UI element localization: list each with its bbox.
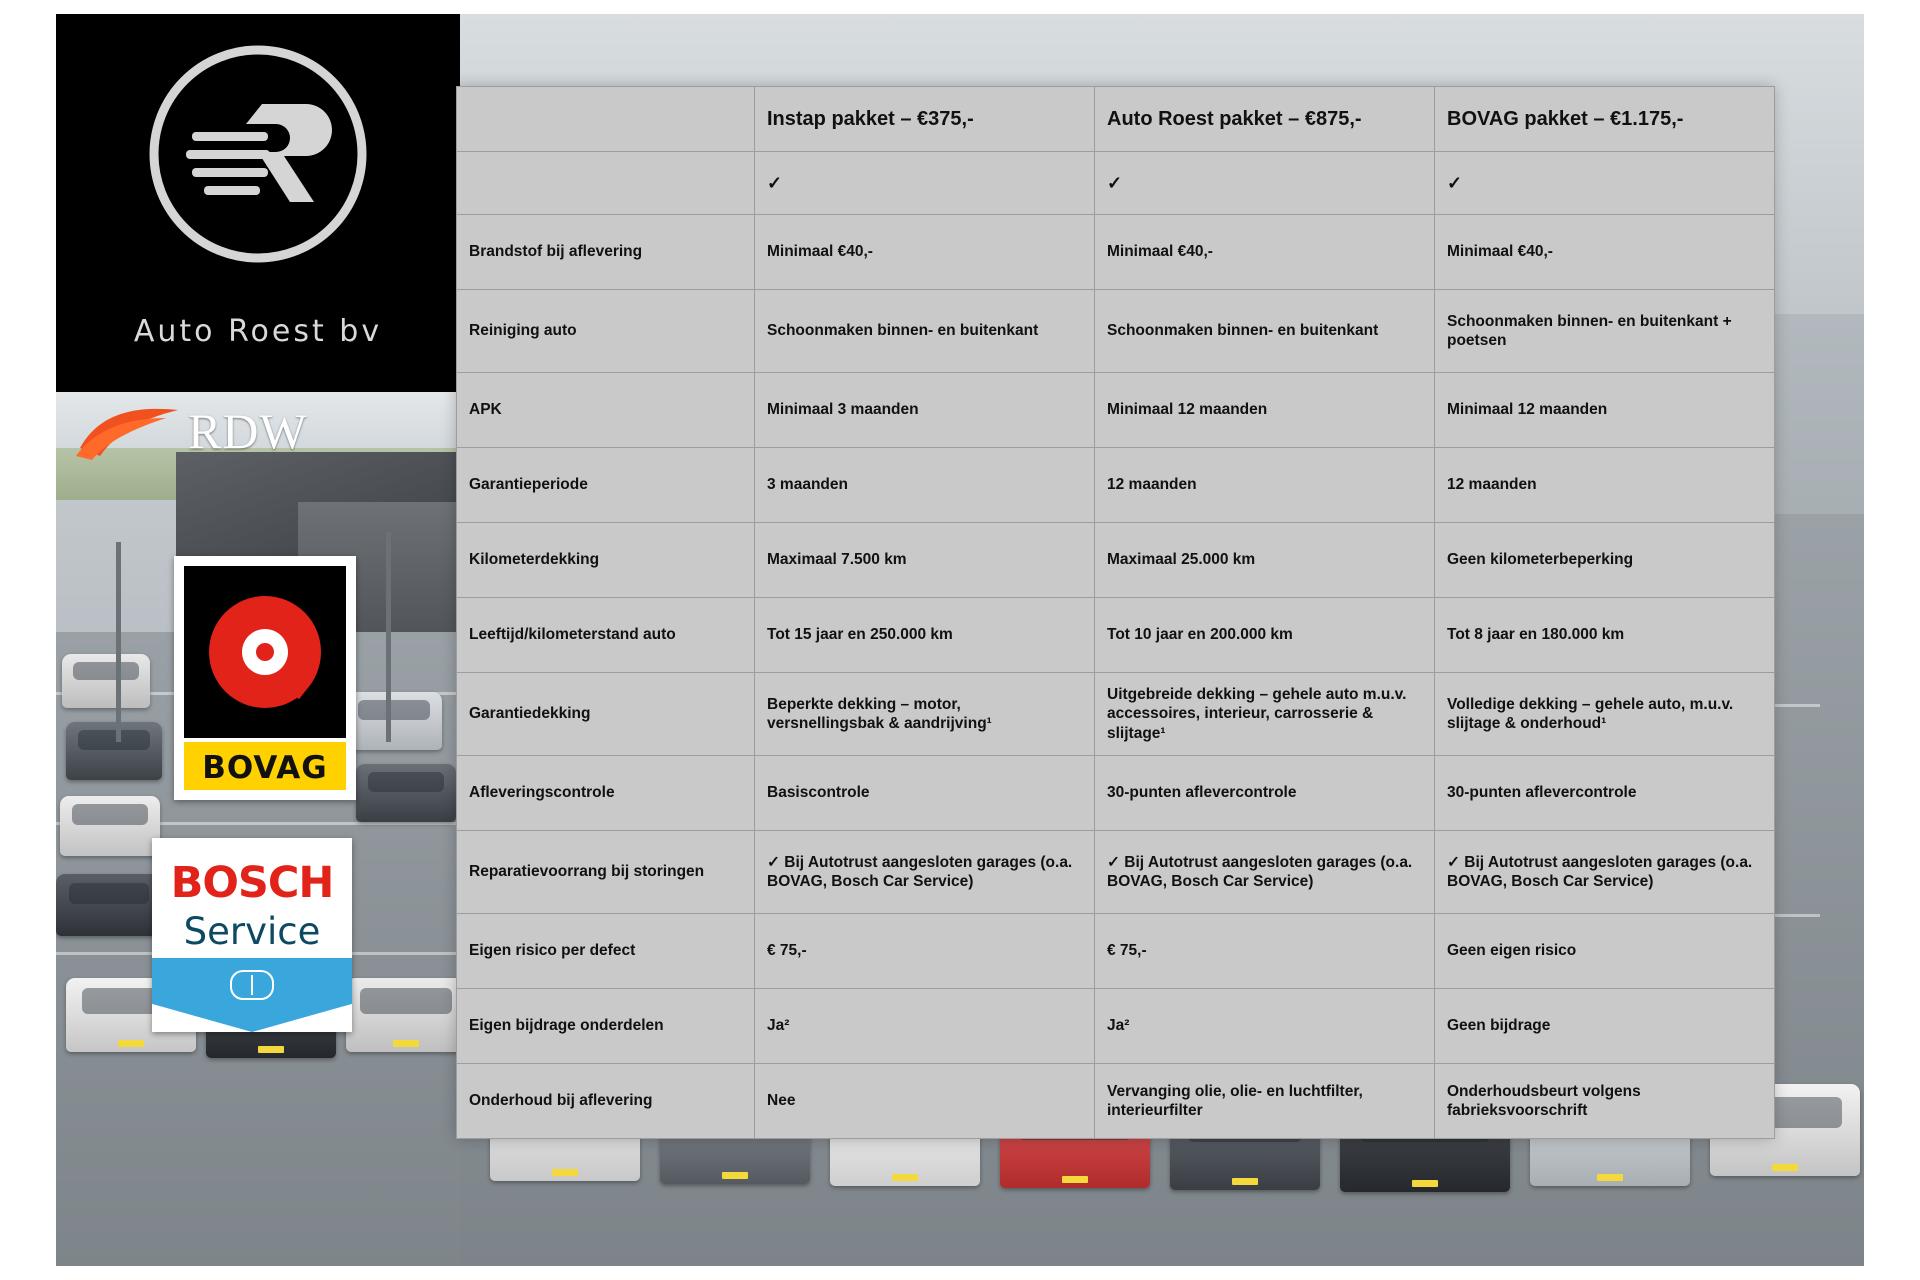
badge-bosch-car-service [152,838,352,1032]
cell-instap: Maximaal 7.500 km [755,523,1095,598]
bovag-emblem [184,566,346,738]
cell-bovag: Volledige dekking – gehele auto, m.u.v. slijtage & onderhoud¹ [1435,673,1775,756]
cell-instap: Nee [755,1064,1095,1139]
rdw-logo-icon [74,404,184,462]
column-header-feature [457,87,755,152]
cell-instap: 3 maanden [755,448,1095,523]
table-row [457,373,1775,448]
bovag-band [184,742,346,790]
artboard [56,14,1864,1266]
row-label: APK [457,373,755,448]
badge-bovag [174,556,356,800]
table-row [457,1064,1775,1139]
cell-bovag: 12 maanden [1435,448,1775,523]
table-row [457,673,1775,756]
bosch-label: BOSCH [170,858,334,908]
badge-rdw [66,398,366,468]
parked-car [60,796,160,856]
table-row [457,756,1775,831]
cell-auto-roest: 30-punten aflevercontrole [1095,756,1435,831]
row-label: Onderhoud bij aflevering [457,1064,755,1139]
cell-auto-roest: Minimaal 12 maanden [1095,373,1435,448]
license-plate [1412,1180,1438,1187]
parked-car [356,764,456,822]
table-row [457,914,1775,989]
cell-auto-roest: Ja² [1095,989,1435,1064]
license-plate [258,1046,284,1053]
cell-auto-roest: Tot 10 jaar en 200.000 km [1095,598,1435,673]
cell-auto-roest: ✓ Bij Autotrust aangesloten garages (o.a. BOVAG, Bosch Car Service) [1095,831,1435,914]
cell-instap: Basiscontrole [755,756,1095,831]
cell-bovag: ✓ Bij Autotrust aangesloten garages (o.a. BOVAG, Bosch Car Service) [1435,831,1775,914]
cell-bovag: Minimaal 12 maanden [1435,373,1775,448]
license-plate [722,1172,748,1179]
cell-auto-roest: Maximaal 25.000 km [1095,523,1435,598]
bovag-circle-icon [209,596,321,708]
dealership-photo-left [56,392,460,1266]
cell-bovag: Schoonmaken binnen- en buitenkant + poetsen [1435,290,1775,373]
cell-instap: Minimaal €40,- [755,215,1095,290]
cell-auto-roest: Vervanging olie, olie- en luchtfilter, interieurfilter [1095,1064,1435,1139]
cell-bovag: Tot 8 jaar en 180.000 km [1435,598,1775,673]
row-label: Eigen bijdrage onderdelen [457,989,755,1064]
column-header-auto-roest: Auto Roest pakket – €875,- [1095,87,1435,152]
table-row [457,448,1775,523]
row-label: Eigen risico per defect [457,914,755,989]
row-label: Reiniging auto [457,290,755,373]
table-row [457,523,1775,598]
row-label: Brandstof bij aflevering [457,215,755,290]
cell-instap: Beperkte dekking – motor, versnellingsbak & aandrijving¹ [755,673,1095,756]
row-label [457,152,755,215]
cell-auto-roest: € 75,- [1095,914,1435,989]
parked-car [62,654,150,708]
package-comparison-table-wrapper [456,86,1774,1139]
cell-instap: ✓ Bij Autotrust aangesloten garages (o.a. BOVAG, Bosch Car Service) [755,831,1095,914]
bovag-dot-icon [256,643,274,661]
light-pole [386,532,391,742]
parked-car [56,874,162,936]
bosch-service-label: Service [183,910,321,953]
brand-name: Auto Roest bv [133,314,383,349]
bovag-label: BOVAG [202,750,328,786]
cell-bovag: Geen eigen risico [1435,914,1775,989]
bovag-inner-circle-icon [242,629,288,675]
license-plate [1772,1164,1798,1171]
cell-bovag: Geen kilometerbeperking [1435,523,1775,598]
package-comparison-table [456,86,1775,1139]
parked-car [346,978,460,1052]
bosch-armature-icon [230,970,274,1000]
table-row [457,598,1775,673]
table-row [457,989,1775,1064]
cell-instap: Minimaal 3 maanden [755,373,1095,448]
column-header-bovag: BOVAG pakket – €1.175,- [1435,87,1775,152]
row-label: Garantieperiode [457,448,755,523]
table-row [457,831,1775,914]
cell-auto-roest: Schoonmaken binnen- en buitenkant [1095,290,1435,373]
cell-bovag: Minimaal €40,- [1435,215,1775,290]
license-plate [393,1040,419,1047]
auto-roest-monogram-icon [140,36,376,272]
table-header-row [457,87,1775,152]
cell-bovag: 30-punten aflevercontrole [1435,756,1775,831]
row-label: Reparatievoorrang bij storingen [457,831,755,914]
rdw-label: RDW [188,403,308,459]
cell-auto-roest: Minimaal €40,- [1095,215,1435,290]
cell-bovag: Geen bijdrage [1435,989,1775,1064]
cell-bovag: Onderhoudsbeurt volgens fabrieksvoorschrift [1435,1064,1775,1139]
column-header-instap: Instap pakket – €375,- [755,87,1095,152]
row-label: Kilometerdekking [457,523,755,598]
table-row [457,152,1775,215]
left-brand-column [56,14,460,1266]
check-mark-icon: ✓ [755,152,1095,215]
check-mark-icon: ✓ [1095,152,1435,215]
table-row [457,215,1775,290]
cell-auto-roest: Uitgebreide dekking – gehele auto m.u.v. accessoires, interieur, carrosserie & slijtage¹ [1095,673,1435,756]
light-pole [116,542,121,742]
cell-instap: Schoonmaken binnen- en buitenkant [755,290,1095,373]
license-plate [892,1174,918,1181]
license-plate [552,1169,578,1176]
check-mark-icon: ✓ [1435,152,1775,215]
cell-auto-roest: 12 maanden [1095,448,1435,523]
row-label: Afleveringscontrole [457,756,755,831]
table-row [457,290,1775,373]
cell-instap: € 75,- [755,914,1095,989]
license-plate [1232,1178,1258,1185]
cell-instap: Ja² [755,989,1095,1064]
license-plate [1062,1176,1088,1183]
license-plate [118,1040,144,1047]
license-plate [1597,1174,1623,1181]
cell-instap: Tot 15 jaar en 250.000 km [755,598,1095,673]
parked-car [346,692,442,750]
row-label: Garantiedekking [457,673,755,756]
logo-panel [56,14,460,392]
parked-car [66,722,162,780]
row-label: Leeftijd/kilometerstand auto [457,598,755,673]
